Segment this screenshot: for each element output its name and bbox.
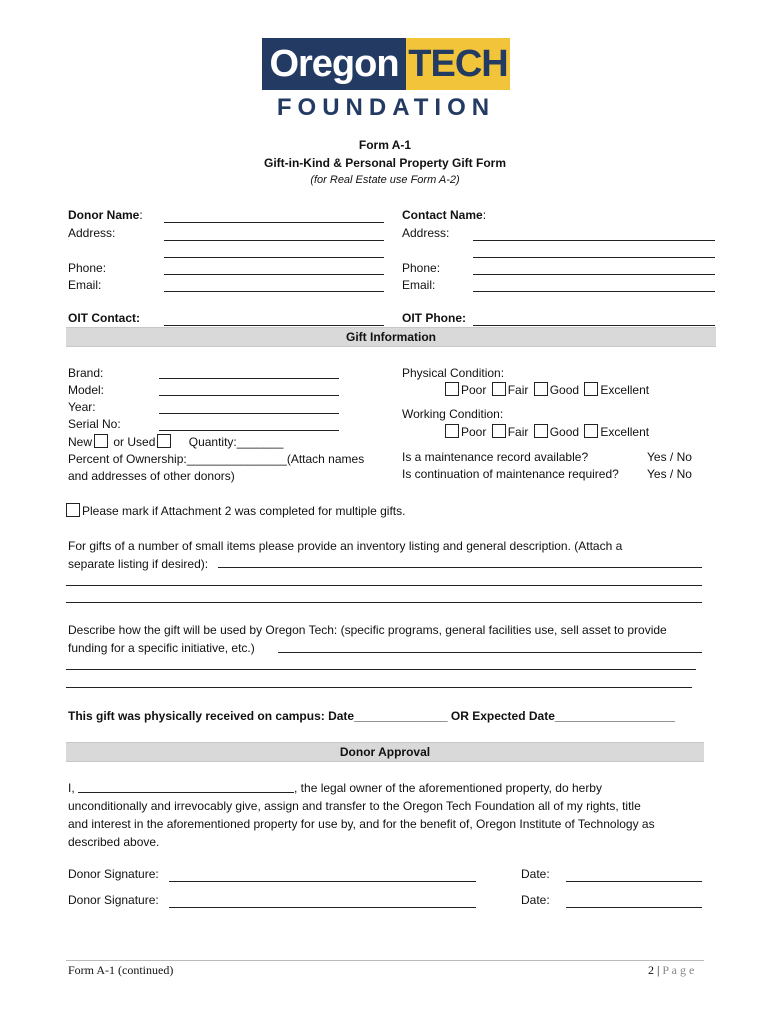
model-label: Model: — [68, 383, 105, 397]
logo-oregon: Oregon — [262, 38, 406, 90]
model-field[interactable] — [159, 395, 339, 396]
used-label: or Used — [113, 435, 156, 449]
signature-field-2[interactable] — [169, 907, 476, 908]
logo-tech: TECH — [406, 38, 510, 90]
address-field-2[interactable] — [164, 257, 384, 258]
footer-page-word: P a g e — [662, 963, 695, 977]
new-checkbox[interactable] — [94, 434, 108, 448]
approval-line1 — [68, 779, 602, 797]
physical-good-checkbox[interactable] — [534, 382, 548, 396]
working-excellent-checkbox[interactable] — [584, 424, 598, 438]
brand-field[interactable] — [159, 378, 339, 379]
approval-prefix: I, — [68, 781, 75, 795]
contact-phone-field[interactable] — [473, 274, 715, 275]
signature-field-1[interactable] — [169, 881, 476, 882]
physical-excellent-checkbox[interactable] — [584, 382, 598, 396]
logo-foundation: FOUNDATION — [276, 94, 496, 121]
phone-label: Phone: — [68, 261, 107, 275]
physical-fair-label: Fair — [507, 383, 529, 397]
physical-condition-label: Physical Condition: — [402, 366, 505, 380]
logo — [262, 38, 510, 90]
attachment-row — [66, 503, 407, 518]
year-field[interactable] — [159, 413, 339, 414]
working-fair-checkbox[interactable] — [492, 424, 506, 438]
legal-owner-field[interactable] — [78, 781, 294, 793]
physical-fair-checkbox[interactable] — [492, 382, 506, 396]
signature-label-2: Donor Signature: — [68, 893, 159, 907]
footer-page-number: 2 — [648, 963, 654, 977]
attachment-note: Please mark if Attachment 2 was completed for multiple gifts. — [82, 504, 406, 518]
physical-poor-checkbox[interactable] — [445, 382, 459, 396]
working-condition-label: Working Condition: — [402, 407, 504, 421]
oit-contact-field[interactable] — [164, 325, 384, 326]
donor-name-label: Donor Name: — [68, 208, 143, 222]
usage-field-2[interactable] — [66, 669, 696, 670]
contact-email-label: Email: — [402, 278, 436, 292]
email-field[interactable] — [164, 291, 384, 292]
donor-approval-title: Donor Approval — [339, 745, 431, 759]
approval-line4: described above. — [68, 835, 160, 849]
date-label-2: Date: — [521, 893, 550, 907]
footer-form-label: Form A-1 (continued) — [68, 963, 174, 977]
footer-rule — [66, 960, 704, 961]
date-field-2[interactable] — [566, 907, 702, 908]
approval-line2: unconditionally and irrevocably give, assign and transfer to the Oregon Tech Foundation all of my rights, title — [68, 799, 641, 813]
phone-field[interactable] — [164, 274, 384, 275]
usage-field-3[interactable] — [66, 687, 692, 688]
oit-contact-label: OIT Contact: — [68, 311, 140, 325]
inventory-line2: separate listing if desired): — [68, 557, 209, 571]
contact-address-field-2[interactable] — [473, 257, 715, 258]
usage-line1: Describe how the gift will be used by Oregon Tech: (specific programs, general facilities use, sell asset to provide — [68, 623, 667, 637]
email-label: Email: — [68, 278, 102, 292]
physical-good-label: Good — [549, 383, 580, 397]
gift-info-header — [66, 327, 716, 347]
usage-line2: funding for a specific initiative, etc.) — [68, 641, 255, 655]
quantity-label: Quantity:_______ — [188, 435, 284, 449]
address-label: Address: — [68, 226, 116, 240]
physical-poor-label: Poor — [461, 383, 487, 397]
contact-email-field[interactable] — [473, 291, 715, 292]
form-id: Form A-1 — [358, 138, 412, 152]
ownership-line2: and addresses of other donors) — [68, 469, 235, 483]
maintenance-continue-yes-no[interactable]: Yes / No — [647, 467, 692, 481]
attachment-checkbox[interactable] — [66, 503, 80, 517]
address-field-1[interactable] — [164, 240, 384, 241]
inventory-line1: For gifts of a number of small items please provide an inventory listing and general description. (Attach a — [68, 539, 623, 553]
form-title: Gift-in-Kind & Personal Property Gift Form — [263, 156, 506, 170]
working-poor-checkbox[interactable] — [445, 424, 459, 438]
approval-suffix: , the legal owner of the aforementioned property, do herby — [294, 781, 602, 795]
inventory-field-3[interactable] — [66, 602, 702, 603]
working-excellent-label: Excellent — [600, 425, 650, 439]
working-fair-label: Fair — [507, 425, 529, 439]
working-good-label: Good — [549, 425, 580, 439]
date-label-1: Date: — [521, 867, 550, 881]
working-poor-label: Poor — [461, 425, 487, 439]
maintenance-record-yes-no[interactable]: Yes / No — [647, 450, 692, 464]
contact-address-label: Address: — [402, 226, 450, 240]
new-label: New — [68, 435, 93, 449]
date-field-1[interactable] — [566, 881, 702, 882]
maintenance-continue-question: Is continuation of maintenance required? — [402, 467, 619, 481]
contact-phone-label: Phone: — [402, 261, 441, 275]
donor-name-field[interactable] — [164, 222, 384, 223]
maintenance-record-question: Is a maintenance record available? — [402, 450, 589, 464]
contact-name-label: Contact Name: — [402, 208, 487, 222]
donor-approval-header — [66, 742, 704, 762]
year-label: Year: — [68, 400, 96, 414]
inventory-field-2[interactable] — [66, 585, 702, 586]
form-subtitle: (for Real Estate use Form A-2) — [310, 174, 460, 186]
serial-field[interactable] — [159, 430, 339, 431]
used-checkbox[interactable] — [157, 434, 171, 448]
oit-phone-label: OIT Phone: — [402, 311, 466, 325]
brand-label: Brand: — [68, 366, 104, 380]
approval-line3: and interest in the aforementioned property for use by, and for the benefit of, Oregon Institute of Technology as — [68, 817, 655, 831]
inventory-field-1[interactable] — [218, 567, 702, 568]
serial-label: Serial No: — [68, 417, 121, 431]
new-used-row — [68, 434, 285, 449]
ownership-line1: Percent of Ownership:_______________(Attach names — [68, 452, 365, 466]
usage-field-1[interactable] — [278, 652, 702, 653]
received-date-line[interactable]: This gift was physically received on campus: Date______________ OR Expected Date__________________ — [68, 709, 676, 723]
gift-info-title: Gift Information — [346, 330, 436, 344]
working-condition-options — [445, 424, 651, 439]
physical-condition-options — [445, 382, 651, 397]
signature-label-1: Donor Signature: — [68, 867, 159, 881]
physical-excellent-label: Excellent — [600, 383, 650, 397]
footer-page — [648, 963, 694, 978]
working-good-checkbox[interactable] — [534, 424, 548, 438]
footer-separator: | — [657, 963, 660, 977]
contact-address-field-1[interactable] — [473, 240, 715, 241]
oit-phone-field[interactable] — [473, 325, 715, 326]
